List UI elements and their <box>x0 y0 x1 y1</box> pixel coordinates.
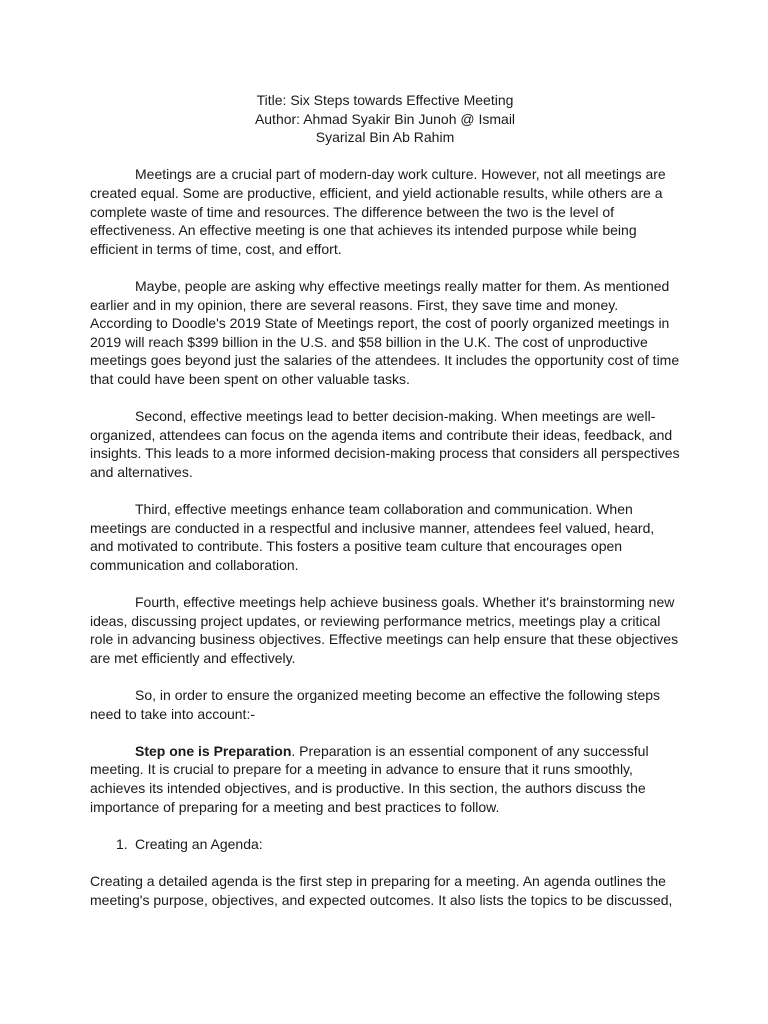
list-item <box>90 835 680 854</box>
numbered-list <box>90 835 680 854</box>
paragraph-business-goals: Fourth, effective meetings help achieve business goals. Whether it's brainstorming new ideas, discussing project updates, or reviewing performance metrics, meetings play a critical role in advancing business objectives. Effective meetings can help ensure that these objectives are met efficiently and effectively. <box>90 594 679 666</box>
paragraph-collaboration: Third, effective meetings enhance team collaboration and communication. When meetings are conducted in a respectful and inclusive manner, attendees feel valued, heard, and motivated to contribute. This fosters a positive team culture that encourages open communication and collaboration. <box>90 501 655 573</box>
paragraph-agenda: Creating a detailed agenda is the first step in preparing for a meeting. An agenda outlines the meeting's purpose, objectives, and expected outcomes. It also lists the topics to be discussed, <box>90 872 673 908</box>
author-line-second: Syarizal Bin Ab Rahim <box>315 129 455 146</box>
step-one-heading: Step one is Preparation <box>135 742 292 759</box>
list-item-number: 1. <box>116 835 128 852</box>
paragraph-decision-making: Second, effective meetings lead to better decision-making. When meetings are well-organized, attendees can focus on the agenda items and contribute their ideas, feedback, and insights. This leads to a more informed decision-making process that considers all perspectives and alternatives. <box>90 408 680 480</box>
paragraph-intro: Meetings are a crucial part of modern-day work culture. However, not all meetings are created equal. Some are productive, efficient, and yield actionable results, while others are a complete waste of time and resources. The difference between the two is the level of effectiveness. An effective meeting is one that achieves its intended purpose while being efficient in terms of time, cost, and effort. <box>90 166 666 257</box>
paragraph-step-one <box>90 742 680 816</box>
document-header <box>90 91 680 147</box>
paragraph-steps-intro: So, in order to ensure the organized meeting become an effective the following steps need to take into account:- <box>90 687 661 722</box>
step-one-text: . Preparation is an essential component of any successful meeting. It is crucial to prepare for a meeting in advance to ensure that it runs smoothly, achieves its intended objectives, and is productive. In this section, the authors discuss the importance of preparing for a meeting and best practices to follow. <box>90 742 649 815</box>
author-line: Author: Ahmad Syakir Bin Junoh @ Ismail <box>254 110 516 127</box>
list-item-text: Creating an Agenda: <box>135 835 263 852</box>
paragraph-why-matters: Maybe, people are asking why effective meetings really matter for them. As mentioned earlier and in my opinion, there are several reasons. First, they save time and money. According to Doodle's 2019 State of Meetings report, the cost of poorly organized meetings in 2019 will reach $399 billion in the U.S. and $58 billion in the U.K. The cost of unproductive meetings goes beyond just the salaries of the attendees. It includes the opportunity cost of time that could have been spent on other valuable tasks. <box>90 277 680 387</box>
document-title: Title: Six Steps towards Effective Meeting <box>256 92 514 108</box>
document-body <box>90 91 680 909</box>
